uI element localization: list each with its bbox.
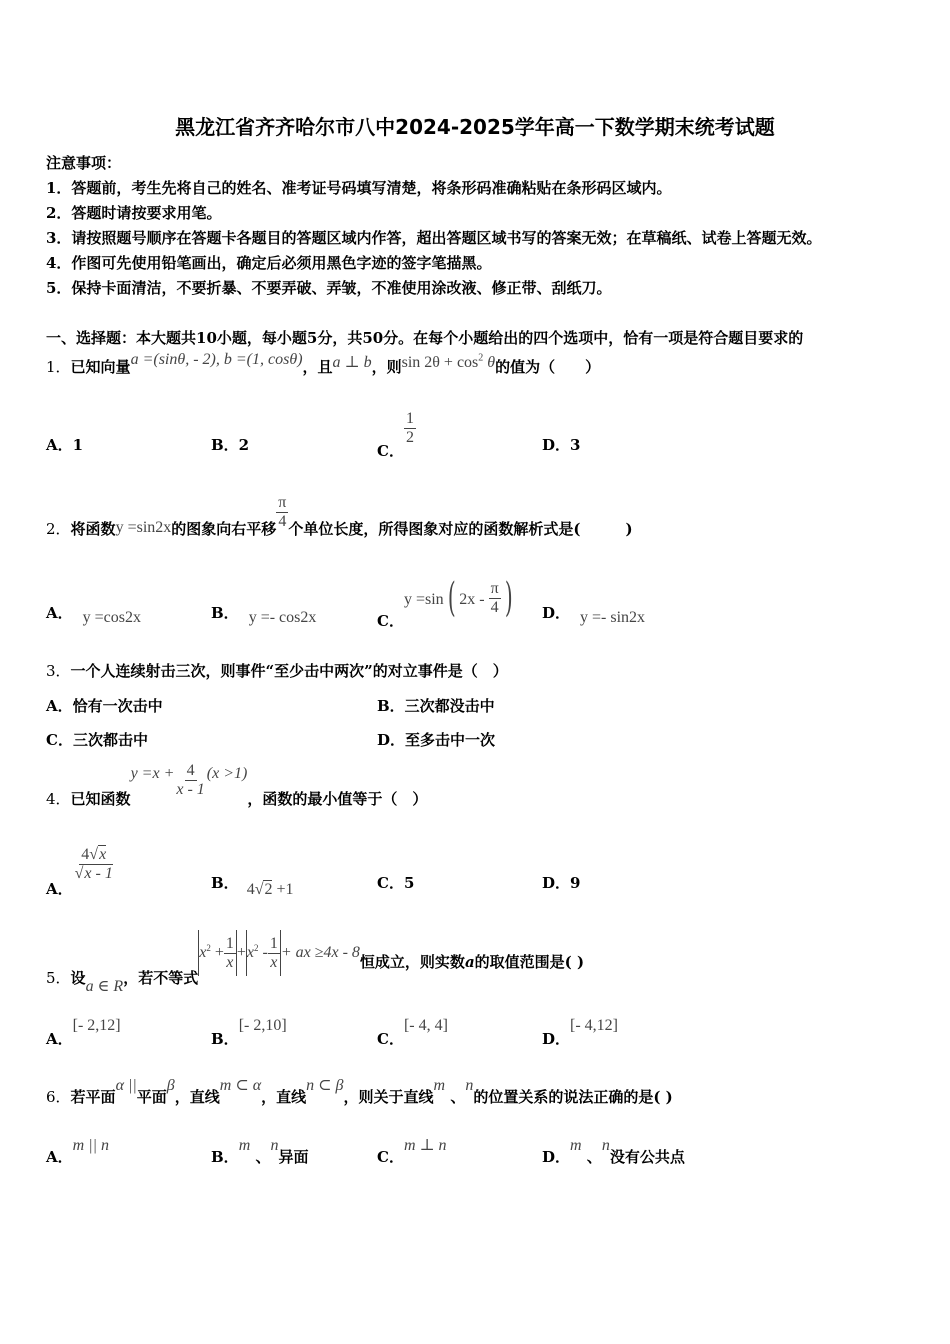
option-label: C． [377,1148,404,1166]
option-c: C．5 [377,874,415,892]
option-b: B．三次都没击中 [377,697,495,715]
math-expression: y =- sin2x [580,609,646,626]
math-expression: 4√2 +1 [246,881,294,898]
question-text: 个单位长度，所得图象对应的函数解析式是( ) [288,520,633,538]
right-paren: ) [504,575,513,621]
math-part: n [465,1077,474,1094]
question-text: 恒成立，则实数 [359,953,465,971]
question-text: 的位置关系的说法正确的是( ) [473,1088,673,1106]
math-part: + [210,944,224,961]
question-2 [46,494,633,538]
option-b: B．2 [211,436,250,454]
math-part: - [258,944,268,961]
math-part: m [238,1137,251,1154]
separator: 、 [250,1148,271,1166]
fraction-denominator: x [226,953,234,971]
question-text: ，则 [371,358,402,376]
fraction-denominator: 4 [490,598,499,616]
option-c [377,1017,448,1049]
math-part: m || n [72,1137,109,1154]
option-label: D． [542,1148,571,1166]
section-heading: 一、选择题：本大题共10小题，每小题5分，共50分。在每个小题给出的四个选项中，恰有一项是符合题目要求的 [46,329,804,347]
radicand: x - 1 [84,864,113,882]
math-part: m ⊂ α [219,1077,262,1094]
option-d [542,602,646,626]
question-6 [46,1077,673,1107]
question-text: 一个人连续射击三次，则事件“至少击中两次”的对立事件是（ ） [70,662,508,680]
math-part: m ⊥ n [403,1137,447,1154]
option-c [377,575,516,630]
left-paren: ( [447,575,456,621]
math-interval: [- 4, 4] [403,1017,448,1034]
math-interval: [- 4,12] [570,1017,618,1034]
fraction [268,935,280,971]
math-part: m [570,1137,582,1154]
question-number: 3． [46,662,71,680]
option-label: B． [211,604,239,622]
math-part: θ [483,354,496,371]
option-text: 异面 [278,1148,309,1166]
question-text: ，函数的最小值等于（ ） [247,790,428,808]
math-vectors: a =(sinθ, - 2), b =(1, cosθ) [130,351,303,368]
question-text: ，则关于直线 [343,1088,434,1106]
question-text: ，直线 [261,1088,307,1106]
math-part: β [166,1077,175,1094]
option-a: A．1 [46,436,84,454]
option-label: B． [211,1148,239,1166]
math-part: sin 2θ + cos [401,354,479,371]
math-part: y =x + [130,765,175,782]
fraction [404,410,416,446]
option-label: B． [211,874,239,892]
coefficient: 4 [81,846,90,863]
fraction-numerator: 1 [225,934,234,952]
page-title: 黑龙江省齐齐哈尔市八中2024-2025学年高一下数学期末统考试题 [175,115,775,139]
math-superscript: 2 [253,943,259,953]
option-d: D．至多击中一次 [377,731,496,749]
math-part: x [246,944,254,961]
question-5: 5．设a ∈ R，若不等式$x^2$ + $\frac{1}{x}$ $+x^2$ - $\frac{1}{x}$ + ax ≥4x - 8恒成立，则实数a的取值范围是( ) [46,930,584,976]
option-c [377,410,416,461]
option-d [542,1137,685,1167]
fraction-numerator: 1 [269,934,278,952]
option-label: D． [542,604,571,622]
separator: 、 [581,1148,602,1166]
question-text: 的取值范围是( ) [474,953,585,971]
note-item-5: 5．保持卡面清洁，不要折暴、不要弄破、弄皱，不准使用涂改液、修正带、刮纸刀。 [46,279,612,297]
math-part: +1 [272,881,294,898]
math-part: n ⊂ β [306,1077,344,1094]
math-expression [402,354,496,371]
fraction-numerator: π [490,579,499,597]
option-label: C． [377,1030,404,1048]
fraction [174,762,206,798]
coefficient: 4 [246,881,255,898]
question-text: 已知向量 [70,358,131,376]
question-number: 2． [46,520,71,538]
note-item-4: 4．作图可先使用铅笔画出，确定后必须用黑色字迹的签字笔描黑。 [46,254,492,272]
question-text: ，且 [302,358,333,376]
option-a [46,1137,109,1167]
option-label: C． [377,442,404,461]
option-label: A． [46,1030,73,1048]
fraction-denominator: 4 [278,512,287,530]
math-part: n [270,1137,279,1154]
fraction [224,935,236,971]
option-a [46,846,115,899]
math-part: m [433,1077,446,1094]
question-text: 若平面 [70,1088,116,1106]
notes-heading: 注意事项： [46,154,122,172]
option-a: A．恰有一次击中 [46,697,163,715]
question-number: 6． [46,1088,71,1106]
option-d: D．3 [542,436,581,454]
question-text: 将函数 [70,520,116,538]
fraction-denominator: x - 1 [176,780,205,798]
question-1 [46,351,601,377]
fraction-numerator: π [278,494,287,511]
option-a [46,1017,121,1049]
note-item-1: 1．答题前，考生先将自己的姓名、准考证号码填写清楚，将条形码准确粘贴在条形码区域内。 [46,179,672,197]
math-function: y =sin2x [115,519,172,536]
option-b [211,872,294,898]
fraction-denominator: √x - 1 [74,864,113,882]
option-label: A． [46,1148,73,1166]
question-text: 的图象向右平移 [171,520,277,538]
note-item-2: 2．答题时请按要求用笔。 [46,204,222,222]
math-interval: [- 2,12] [72,1017,121,1034]
math-expression: y =- cos2x [248,609,317,626]
question-text: 平面 [136,1088,167,1106]
radicand: x [99,846,107,863]
fraction-numerator: 4 [186,762,195,779]
math-part: 2x - [459,591,485,608]
math-superscript: 2 [206,943,211,953]
option-c [377,1137,447,1167]
option-b [211,602,317,626]
question-text: ，直线 [174,1088,220,1106]
question-number: 4． [46,790,71,808]
option-c: C．三次都击中 [46,731,148,749]
fraction-denominator: 2 [405,428,414,446]
math-part: α || [115,1077,137,1094]
question-number: 5． [46,969,71,987]
fraction-denominator: x [270,953,278,971]
question-text: 、 [445,1088,466,1106]
math-expression: y =cos2x [82,609,141,626]
radicand: 2 [264,881,273,898]
option-label: A． [46,604,73,622]
math-part: a ∈ R [85,978,124,995]
option-b [211,1137,309,1167]
question-text: ，若不等式 [123,969,199,987]
fraction [489,580,501,616]
option-d [542,1017,618,1049]
option-label: B． [211,1030,239,1048]
fraction-numerator: 1 [405,410,414,427]
option-label: A． [46,880,73,899]
question-text: 已知函数 [70,790,131,808]
question-4 [46,762,428,808]
option-d: D．9 [542,874,581,892]
fraction [276,494,288,530]
option-text: 没有公共点 [609,1148,685,1166]
math-part: (x >1) [206,765,248,782]
math-part: + ax ≥4x - 8 [280,944,360,961]
question-text: 的值为（ ） [495,358,601,376]
question-3 [46,660,508,681]
fraction [73,846,115,882]
math-interval: [- 2,10] [238,1017,287,1034]
math-superscript: 2 [478,352,484,364]
math-perp: a ⊥ b [332,354,372,371]
variable: a [464,953,475,971]
math-part: n [601,1137,610,1154]
option-label: C． [377,612,404,630]
math-part: x [199,944,207,961]
question-text: 设 [70,969,86,987]
note-item-3: 3．请按照题号顺序在答题卡各题目的答题区域内作答，超出答题区域书写的答案无效；在草稿纸、试卷上答题无效。 [46,229,822,247]
option-label: D． [542,1030,571,1048]
option-a [46,602,141,626]
math-part: y =sin [403,591,444,608]
fraction-numerator: 4√x [81,846,107,863]
option-b [211,1017,287,1049]
question-number: 1． [46,358,71,376]
